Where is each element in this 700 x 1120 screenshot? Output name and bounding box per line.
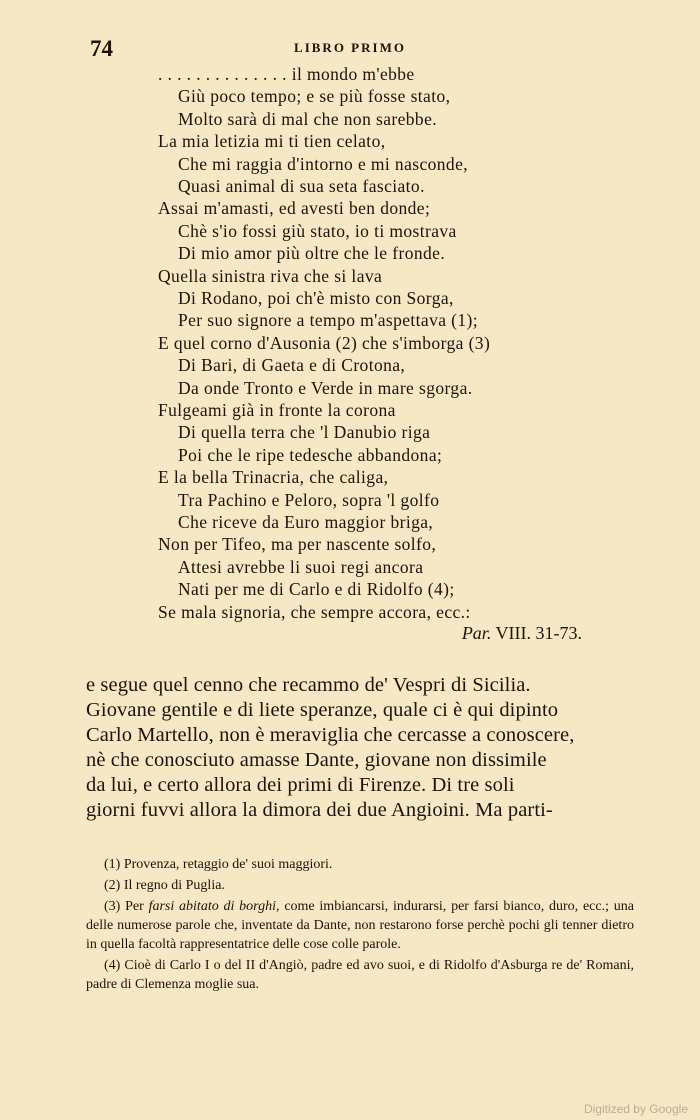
verse-line: Di Rodano, poi ch'è misto con Sorga, bbox=[178, 288, 454, 308]
footnote-4: (4) Cioè di Carlo I o del II d'Angiò, padre ed avo suoi, e di Ridolfo d'Asburga re de' Romani, padre di Clemenza moglie sua. bbox=[86, 958, 634, 992]
body-line: Giovane gentile e di liete speranze, quale ci è qui dipinto bbox=[86, 699, 559, 721]
verse-line: Di Bari, di Gaeta e di Crotona, bbox=[178, 355, 406, 376]
verse-line: Poi che le ripe tedesche abbandona; bbox=[178, 444, 443, 465]
verse-line: Che riceve da Euro maggior briga, bbox=[178, 512, 434, 532]
body-line: e segue quel cenno che recammo de' Vespri di Sicilia. bbox=[86, 674, 531, 696]
footnotes bbox=[86, 855, 634, 996]
verse-line: Tra Pachino e Peloro, sopra 'l golfo bbox=[178, 489, 440, 510]
verse-line: E quel corno d'Ausonia (2) che s'imborga (3) bbox=[158, 332, 491, 353]
verse-line: Se mala signoria, che sempre accora, ecc.: bbox=[158, 601, 471, 622]
page-header bbox=[0, 36, 700, 62]
verse-line: Molto sarà di mal che non sarebbe. bbox=[178, 108, 438, 129]
footnote-3-text: come imbiancarsi, indurarsi, per farsi bianco, duro, ecc.; una delle numerose parole che, inventate da Dante, non restarono forse perchè pochi gli tenner dietro in quella facoltà rappresentatrice delle cose colle parole. bbox=[86, 899, 635, 952]
verse-line: Di mio amor più oltre che le fronde. bbox=[178, 243, 446, 264]
verse-line: Assai m'amasti, ed avesti ben donde; bbox=[158, 198, 431, 219]
verse-line: Quasi animal di sua seta fasciato. bbox=[178, 176, 425, 196]
verse-line: . . . . . . . . . . . . . . il mondo m'ebbe bbox=[158, 64, 415, 84]
verse-line: Attesi avrebbe li suoi regi ancora bbox=[178, 556, 424, 577]
verse-line: Non per Tifeo, ma per nascente solfo, bbox=[158, 534, 437, 555]
page-number: 74 bbox=[90, 36, 113, 61]
verse-line: La mia letizia mi ti tien celato, bbox=[158, 131, 386, 152]
running-title: LIBRO PRIMO bbox=[294, 40, 406, 55]
verse-line: Quella sinistra riva che si lava bbox=[158, 265, 383, 286]
verse-citation bbox=[462, 623, 582, 644]
digitized-watermark: Digitized by Google bbox=[583, 1102, 688, 1116]
body-line: nè che conosciuto amasse Dante, giovane non dissimile bbox=[86, 749, 547, 771]
body-paragraph bbox=[86, 673, 633, 823]
citation-book: Par. bbox=[461, 623, 492, 643]
footnote-3-prefix: (3) Per bbox=[104, 899, 144, 914]
footnote-2: (2) Il regno di Puglia. bbox=[104, 878, 225, 893]
verse-line: Di quella terra che 'l Danubio riga bbox=[178, 422, 431, 443]
verse-line: Che mi raggia d'intorno e mi nasconde, bbox=[178, 153, 469, 174]
verse-line: Fulgeami già in fronte la corona bbox=[158, 400, 396, 420]
citation-reference: VIII. 31-73. bbox=[495, 623, 582, 643]
verse-line: Chè s'io fossi giù stato, io ti mostrava bbox=[178, 220, 457, 241]
body-line: giorni fuvvi allora la dimora dei due Angioini. Ma parti- bbox=[86, 799, 553, 821]
body-line: da lui, e certo allora dei primi di Firenze. Di tre soli bbox=[86, 774, 515, 796]
footnote-1: (1) Provenza, retaggio de' suoi maggiori. bbox=[104, 857, 333, 872]
footnote-3 bbox=[86, 897, 634, 954]
body-line: Carlo Martello, non è meraviglia che cercasse a conoscere, bbox=[86, 724, 575, 746]
verse-line: Nati per me di Carlo e di Ridolfo (4); bbox=[178, 579, 455, 600]
footnote-3-italic: farsi abitato di borghi, bbox=[148, 899, 280, 914]
verse-line: Giù poco tempo; e se più fosse stato, bbox=[178, 86, 451, 107]
verse-line: E la bella Trinacria, che caliga, bbox=[158, 467, 389, 488]
verse-line: Per suo signore a tempo m'aspettava (1); bbox=[178, 310, 479, 331]
verse-line: Da onde Tronto e Verde in mare sgorga. bbox=[178, 377, 473, 398]
